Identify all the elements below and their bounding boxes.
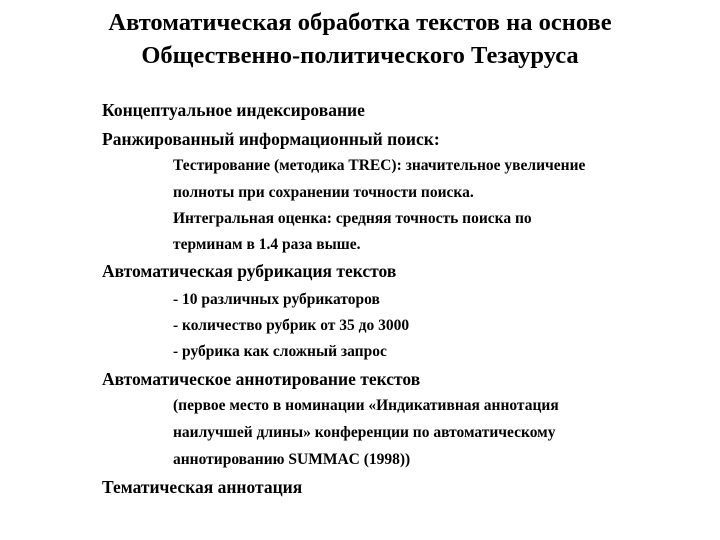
- item-trec-testing-line-2: полноты при сохранении точности поиска.: [173, 184, 474, 201]
- title-line-2: Общественно-политического Тезауруса: [141, 42, 579, 69]
- item-integral-score-line-1: Интегральная оценка: средняя точность поиска по: [173, 210, 532, 227]
- item-conceptual-indexing: Концептуальное индексирование: [102, 100, 365, 120]
- item-summac-line-3: аннотированию SUMMAC (1998)): [173, 451, 411, 468]
- item-trec-testing-line-1: Тестирование (методика TREC): значительное увеличение: [173, 157, 586, 174]
- item-summac-line-2: наилучшей длины» конференции по автоматическому: [173, 424, 556, 441]
- item-text-categorization: Автоматическая рубрикация текстов: [102, 261, 397, 281]
- item-thematic-annotation: Тематическая аннотация: [102, 477, 303, 497]
- item-rubrics-range: - количество рубрик от 35 до 3000: [173, 317, 410, 334]
- slide-title: [0, 6, 720, 72]
- item-rubric-as-query: - рубрика как сложный запрос: [173, 343, 387, 360]
- title-line-1: Автоматическая обработка текстов на основе: [108, 9, 612, 36]
- item-text-summarization: Автоматическое аннотирование текстов: [102, 369, 421, 389]
- item-summac-line-1: (первое место в номинации «Индикативная аннотация: [173, 397, 559, 414]
- item-rubricators-count: - 10 различных рубрикаторов: [173, 291, 380, 308]
- item-integral-score-line-2: терминам в 1.4 раза выше.: [173, 236, 361, 253]
- item-ranked-search: Ранжированный информационный поиск:: [102, 129, 440, 149]
